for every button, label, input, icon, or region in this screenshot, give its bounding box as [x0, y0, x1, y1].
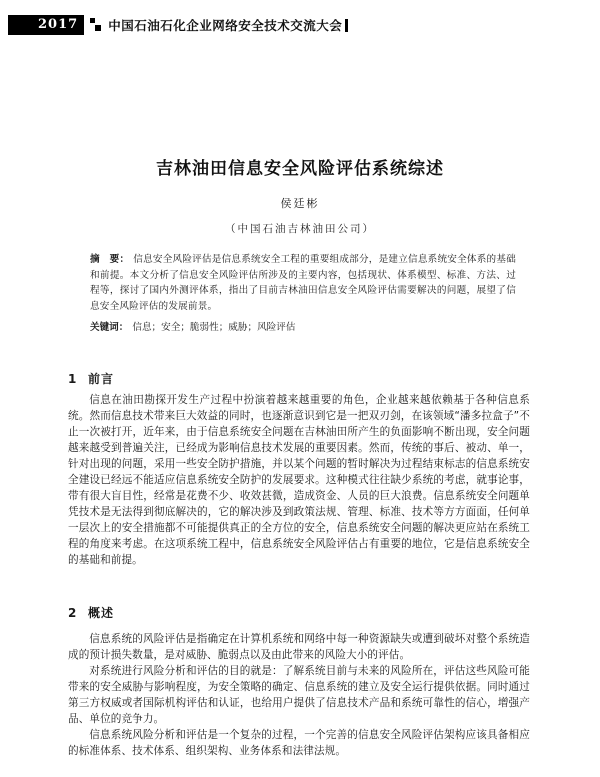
paper-author: 侯廷彬	[280, 197, 320, 210]
section-number: 1	[68, 372, 78, 386]
abstract	[90, 252, 516, 314]
abstract-label: 摘 要：	[90, 254, 130, 265]
paper-title: 吉林油田信息安全风险评估系统综述	[156, 159, 444, 179]
section-heading-overview	[68, 604, 114, 621]
section-number: 2	[68, 606, 78, 620]
keywords-label: 关键词：	[90, 322, 129, 333]
running-header	[8, 14, 348, 36]
paragraph: 信息系统风险分析和评估是一个复杂的过程，一个完善的信息安全风险评估架构应该具备相应的标准体系、技术体系、组织架构、业务体系和法律法规。	[68, 729, 530, 758]
keywords	[90, 320, 516, 335]
header-bar-icon	[345, 19, 348, 32]
header-square-icon	[90, 18, 102, 32]
paragraph: 对系统进行风险分析和评估的目的就是：了解系统目前与未来的风险所在，评估这些风险可能带来的安全威胁与影响程度，为安全策略的确定、信息系统的建立及安全运行提供依据。同时通过第三方权威或者国际机构评估和认证，也给用户提供了信息技术产品和系统可靠性的信心，增强产品、单位的竞争力。	[68, 665, 530, 726]
keywords-text: 信息；安全；脆弱性；威胁；风险评估	[132, 322, 296, 333]
section-body-overview	[68, 631, 530, 759]
paragraph: 信息在油田勘探开发生产过程中扮演着越来越重要的角色，企业越来越依赖基于各种信息系统。然而信息技术带来巨大效益的同时，也逐渐意识到它是一把双刃剑，在该领域“潘多拉盒子”不止一次被打开，近年来，由于信息系统安全问题在吉林油田所产生的负面影响不断出现，安全问题越来越受到普遍关注，已经成为影响信息技术发展的重要因素。然而，传统的事后、被动、单一，针对出现的问题，采用一些安全防护措施，并以某个问题的暂时解决为过程结束标志的信息系统安全建设已经远不能适应信息系统安全防护的发展要求。这种模式往往缺少系统的考虑，就事论事，带有很大盲目性，经常是花费不少、收效甚微，造成资金、人员的巨大浪费。信息系统安全问题单凭技术是无法得到彻底解决的，它的解决涉及到政策法规、管理、标准、技术等方方面面，任何单一层次上的安全措施都不可能提供真正的全方位的安全，信息系统安全问题的解决更应站在系统工程的角度来考虑。在这项系统工程中，信息系统安全风险评估占有重要的地位，它是信息系统安全的基础和前提。	[68, 394, 530, 567]
section-body-introduction	[68, 392, 530, 569]
section-title: 前言	[88, 372, 115, 386]
section-heading-introduction	[68, 370, 114, 387]
header-year-badge: 2017	[8, 15, 84, 35]
header-conference-title: 中国石油石化企业网络安全技术交流大会	[108, 18, 343, 33]
paragraph: 信息系统的风险评估是指确定在计算机系统和网络中每一种资源缺失或遭到破坏对整个系统造成的预计损失数量，是对威胁、脆弱点以及由此带来的风险大小的评估。	[68, 633, 530, 662]
paper-affiliation: （中国石油吉林油田公司）	[225, 223, 375, 235]
abstract-text: 信息安全风险评估是信息系统安全工程的重要组成部分，是建立信息系统安全体系的基础和前提。本文分析了信息安全风险评估所涉及的主要内容，包括现状、体系模型、标准、方法、过程等，探讨了国内外测评体系，指出了目前吉林油田信息安全风险评估需要解决的问题，展望了信息安全风险评估的发展前景。	[90, 254, 516, 312]
section-title: 概述	[88, 606, 115, 620]
